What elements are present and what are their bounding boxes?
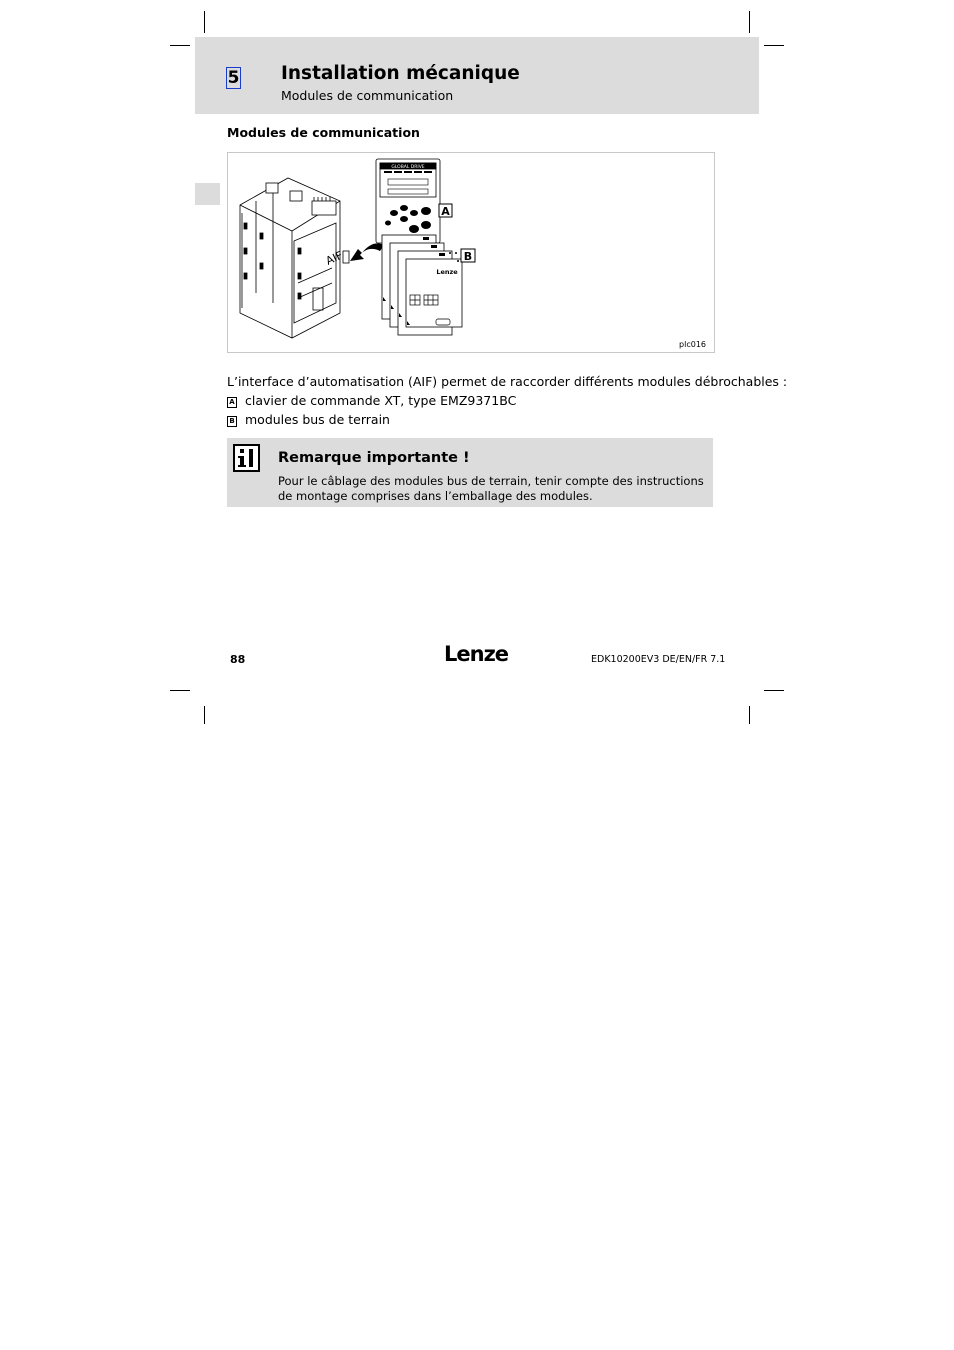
callout-b: B bbox=[463, 250, 473, 263]
list-item-text: clavier de commande XT, type EMZ9371BC bbox=[245, 393, 517, 408]
page-number: 88 bbox=[230, 653, 246, 666]
note-text: Pour le câblage des modules bus de terrain, tenir compte des instructions de montage comprises dans l’emballage des modules. bbox=[278, 474, 704, 503]
intro-paragraph: L’interface d’automatisation (AIF) permet de raccorder différents modules débrochables : bbox=[227, 374, 788, 389]
crop-mark bbox=[749, 11, 750, 33]
callout-a: A bbox=[441, 205, 450, 218]
crop-mark bbox=[749, 706, 750, 724]
side-tab-marker bbox=[195, 183, 220, 205]
chapter-number: 5 bbox=[227, 68, 240, 88]
chapter-subtitle: Modules de communication bbox=[281, 88, 454, 103]
chapter-title: Installation mécanique bbox=[281, 63, 520, 84]
aif-label: AIF bbox=[323, 248, 345, 268]
note-title: Remarque importante ! bbox=[278, 450, 470, 466]
document-code: EDK10200EV3 DE/EN/FR 7.1 bbox=[591, 654, 726, 665]
list-key: A bbox=[227, 397, 237, 408]
crop-mark bbox=[764, 45, 784, 46]
list-item-text: modules bus de terrain bbox=[245, 412, 390, 427]
list-item bbox=[227, 412, 390, 427]
device-illustration bbox=[228, 153, 714, 352]
note-box bbox=[227, 438, 713, 507]
crop-mark bbox=[170, 690, 190, 691]
section-heading: Modules de communication bbox=[227, 125, 420, 140]
crop-mark bbox=[204, 706, 205, 724]
crop-mark bbox=[764, 690, 784, 691]
keypad-title: GLOBAL DRIVE bbox=[391, 165, 425, 170]
crop-mark bbox=[204, 11, 205, 33]
info-icon bbox=[233, 444, 260, 472]
brand-logo: Lenze bbox=[444, 642, 509, 666]
module-brand: Lenze bbox=[436, 268, 458, 276]
list-item bbox=[227, 393, 516, 408]
list-key: B bbox=[227, 416, 237, 427]
crop-mark bbox=[170, 45, 190, 46]
figure-code: plc016 bbox=[679, 340, 706, 349]
figure-frame bbox=[227, 152, 715, 353]
